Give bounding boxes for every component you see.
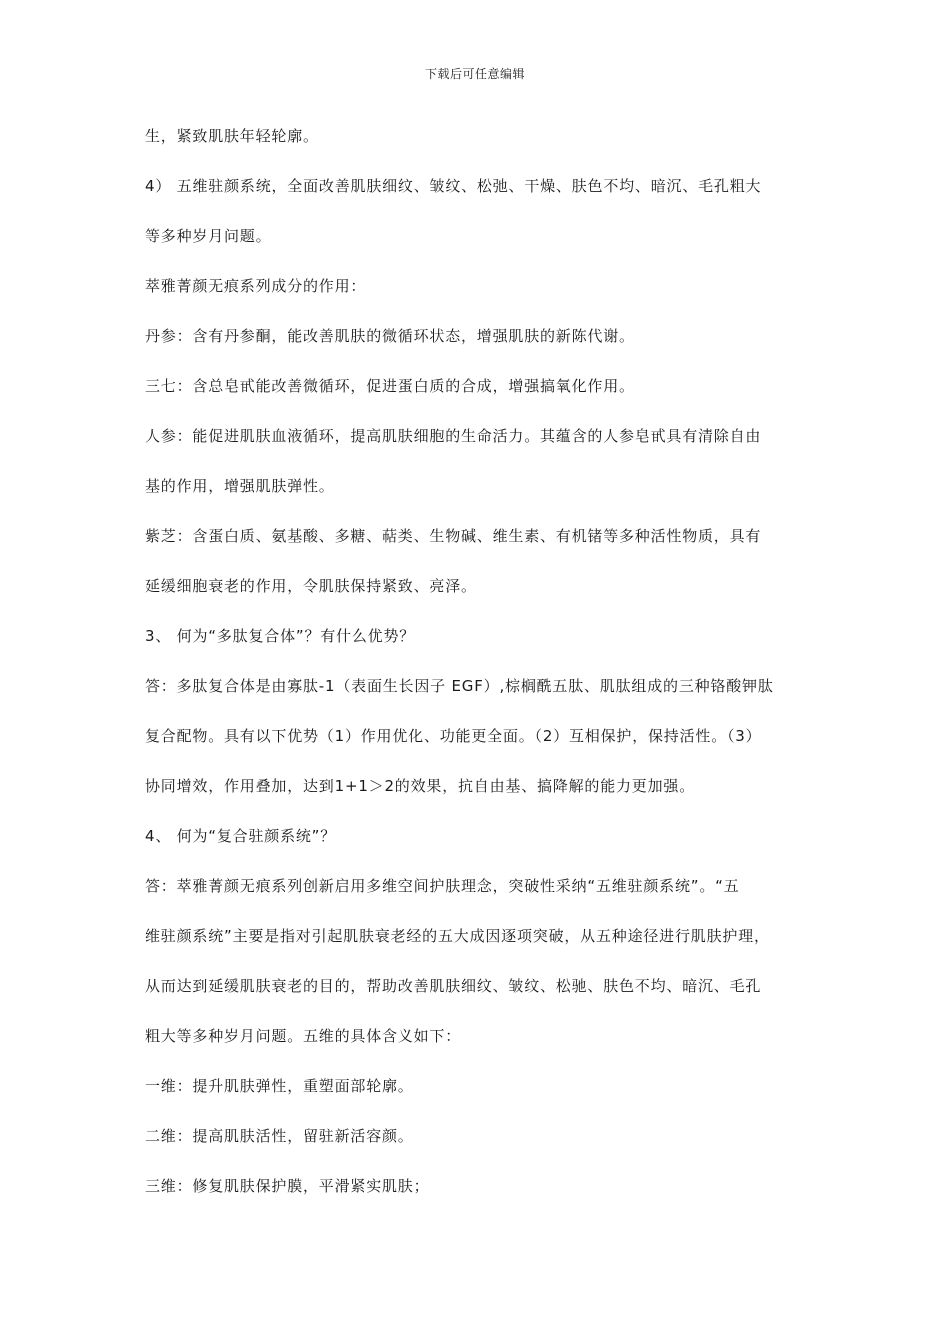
document-body [145, 124, 815, 1224]
text-line: 三维：修复肌肤保护膜，平滑紧实肌肤； [145, 1177, 430, 1195]
text-line: 丹参：含有丹参酮，能改善肌肤的微循环状态，增强肌肤的新陈代谢。 [145, 327, 635, 345]
text-line: 协同增效，作用叠加，达到1+1＞2的效果，抗自由基、搞降解的能力更加强。 [145, 777, 696, 795]
text-line: 粗大等多种岁月问题。五维的具体含义如下： [145, 1027, 462, 1045]
text-line: 复合配物。具有以下优势（1）作用优化、功能更全面。（2）互相保护，保持活性。（3） [145, 727, 762, 745]
page-header: 下载后可任意编辑 [424, 67, 525, 81]
text-line: 一维：提升肌肤弹性，重塑面部轮廓。 [145, 1077, 414, 1095]
text-line: 维驻颜系统”主要是指对引起肌肤衰老经的五大成因逐项突破，从五种途径进行肌肤护理， [145, 927, 770, 945]
text-line: 二维：提高肌肤活性，留驻新活容颜。 [145, 1127, 414, 1145]
text-line: 人参：能促进肌肤血液循环，提高肌肤细胞的生命活力。其蕴含的人参皂甙具有清除自由 [145, 427, 762, 445]
text-line: 生，紧致肌肤年轻轮廓。 [145, 127, 319, 145]
text-line: 萃雅菁颜无痕系列成分的作用： [145, 277, 367, 295]
text-line: 延缓细胞衰老的作用，令肌肤保持紧致、亮泽。 [145, 577, 477, 595]
text-line: 答：萃雅菁颜无痕系列创新启用多维空间护肤理念，突破性采纳“五维驻颜系统”。“五 [145, 877, 740, 895]
text-line: 等多种岁月问题。 [145, 227, 272, 245]
section-heading: 3、 何为“多肽复合体”？有什么优势？ [145, 627, 416, 645]
text-line: 答：多肽复合体是由寡肽-1（表面生长因子 EGF）,棕榈酰五肽、肌肽组成的三种铬酸钾肽 [145, 677, 774, 695]
text-line: 紫芝：含蛋白质、氨基酸、多糖、萜类、生物碱、维生素、有机锗等多种活性物质，具有 [145, 527, 762, 545]
text-line: 4） 五维驻颜系统，全面改善肌肤细纹、皱纹、松弛、干燥、肤色不均、暗沉、毛孔粗大 [145, 177, 762, 195]
text-line: 从而达到延缓肌肤衰老的目的，帮助改善肌肤细纹、皱纹、松驰、肤色不均、暗沉、毛孔 [145, 977, 762, 995]
section-heading: 4、 何为“复合驻颜系统”？ [145, 827, 337, 845]
text-line: 三七：含总皂甙能改善微循环，促进蛋白质的合成，增强搞氧化作用。 [145, 377, 635, 395]
text-line: 基的作用，增强肌肤弹性。 [145, 477, 335, 495]
